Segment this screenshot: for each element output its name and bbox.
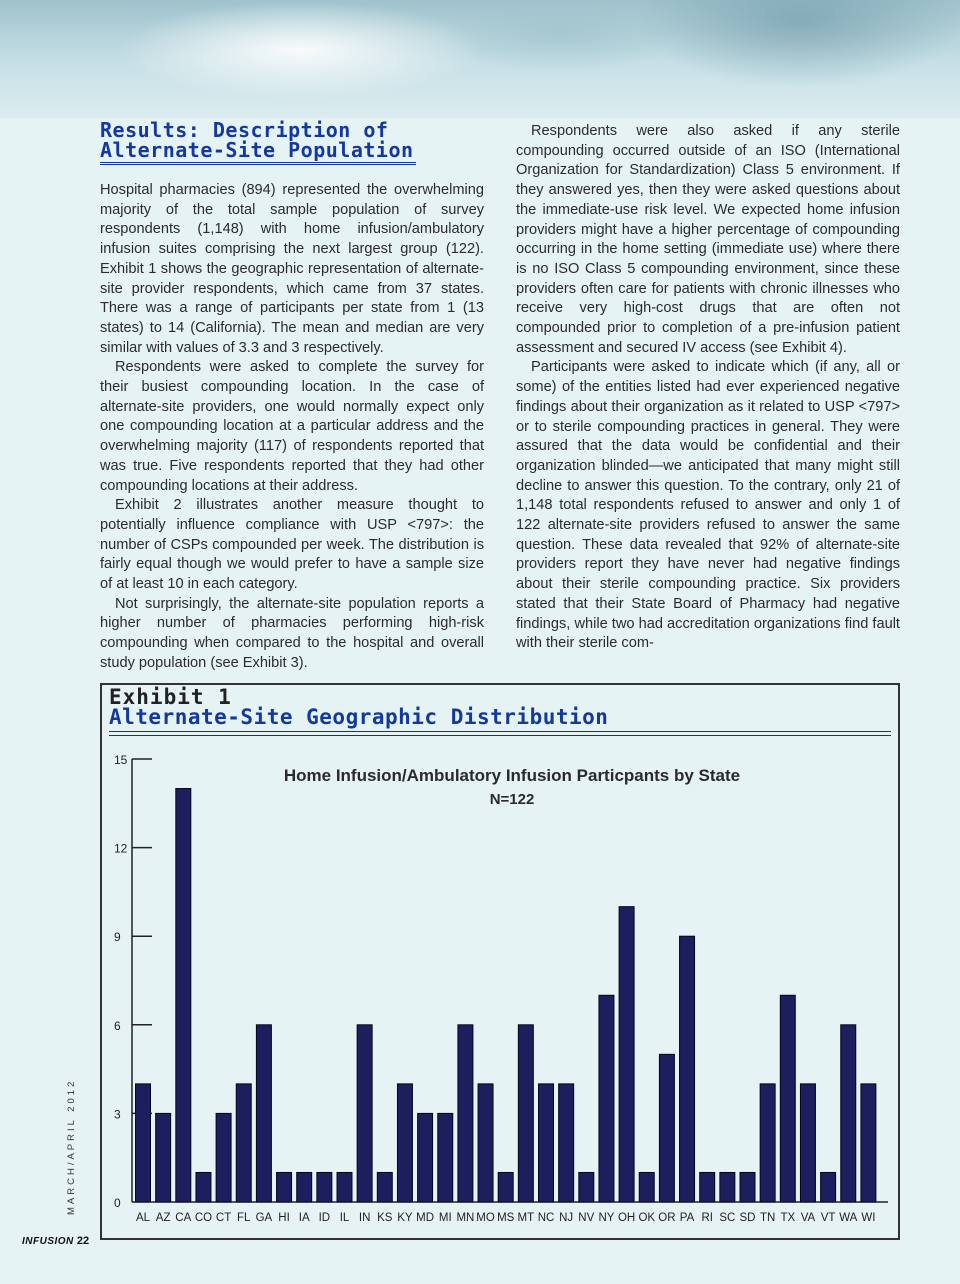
x-tick-label: SC [719, 1212, 736, 1224]
bar [337, 1172, 352, 1202]
x-tick-label: CA [175, 1212, 192, 1224]
page-number: 22 [76, 1235, 90, 1247]
left-paragraph: Respondents were asked to complete the survey for their busiest compounding location. In the case of alternate-site providers, one would normally expect only one compounding location at a particular address and the overwhelming majority (117) of respondents reported that was true. Five respondents reported that they had other compounding locations at their address. [100, 359, 484, 494]
bar [156, 1113, 171, 1202]
bar [619, 907, 634, 1202]
x-tick-label: OR [658, 1212, 676, 1224]
x-tick-label: FL [237, 1212, 251, 1224]
bar [599, 995, 614, 1202]
issue-date: MARCH/APRIL 2012 [66, 1078, 77, 1215]
bar [458, 1025, 473, 1202]
bar [317, 1172, 332, 1202]
bar [740, 1172, 755, 1202]
y-tick-label: 12 [114, 841, 128, 856]
x-tick-label: WA [839, 1212, 858, 1224]
bar [539, 1084, 554, 1202]
bar [357, 1025, 372, 1202]
x-tick-label: TX [780, 1212, 796, 1224]
bar [659, 1054, 674, 1202]
x-tick-label: TN [759, 1212, 776, 1224]
y-tick-label: 0 [114, 1196, 121, 1210]
left-paragraph: Not surprisingly, the alternate-site population reports a higher number of pharmacies performing high-risk compounding when compared to the hospital and overall study population (see Exhibit 3). [100, 595, 484, 671]
bar [841, 1025, 856, 1202]
bar [821, 1172, 836, 1202]
x-tick-label: CT [215, 1212, 232, 1224]
x-tick-label: SD [739, 1212, 756, 1224]
chart-subtitle: N=122 [489, 791, 535, 808]
bar-chart [102, 685, 898, 1238]
header-banner-image [0, 0, 960, 118]
exhibit-label: Exhibit 1 [109, 685, 232, 709]
page-footer [22, 1235, 89, 1247]
x-tick-label: NJ [559, 1212, 574, 1224]
x-tick-label: OH [617, 1212, 636, 1224]
x-tick-label: NV [578, 1212, 595, 1224]
magazine-logo: INFUSION [22, 1236, 74, 1247]
y-tick-label: 9 [114, 930, 121, 945]
y-tick-label: 6 [114, 1018, 121, 1033]
bar [720, 1172, 735, 1202]
x-tick-label: MO [476, 1212, 495, 1224]
bar [196, 1172, 211, 1202]
section-heading-line-2: Alternate-Site Population [100, 138, 414, 162]
x-tick-label: OK [638, 1212, 656, 1224]
x-tick-label: MN [456, 1212, 475, 1224]
bar [518, 1025, 533, 1202]
right-paragraph: Respondents were also asked if any sterile compounding occurred outside of an ISO (International Organization for Standardization) Class 5 environment. If they answered yes, then they were asked questions about the immediate-use risk level. We expected home infusion providers might have a higher percentage of compounding occurring in the home setting (immediate use) where there is no ISO Class 5 compounding environment, since these providers often care for patients with chronic illnesses who receive very high-cost drugs that are often not compounded prior to completion of a pre-infusion patient assessment and secured IV access (see Exhibit 4). [516, 123, 900, 356]
bar [277, 1172, 292, 1202]
x-tick-label: MD [416, 1212, 435, 1224]
bar [176, 789, 191, 1202]
section-heading [100, 120, 416, 165]
left-paragraph: Exhibit 2 illustrates another measure thought to potentially influence compliance with USP <797>: the number of CSPs compounded per week. The distribution is fairly equal though we would prefer to have a sample size of at least 10 in each category. [100, 497, 484, 593]
x-tick-label: WI [861, 1212, 876, 1224]
x-tick-label: MS [497, 1212, 515, 1224]
bar [216, 1113, 231, 1202]
section-heading-line-1: Results: Description of [100, 118, 389, 142]
bar [800, 1084, 815, 1202]
x-tick-label: ID [318, 1212, 331, 1224]
bar [377, 1172, 392, 1202]
chart-title: Home Infusion/Ambulatory Infusion Particpants by State [283, 766, 741, 785]
x-tick-label: NY [598, 1212, 615, 1224]
bar [256, 1025, 271, 1202]
bar [498, 1172, 513, 1202]
bar [136, 1084, 151, 1202]
right-paragraph: Participants were asked to indicate which (if any, all or some) of the entities listed had ever experienced negative findings about their organization as it related to USP <797> or to sterile compounding practices in general. They were assured that the data would be confidential and their organization blinded—we anticipated that many might still decline to answer this question. To the contrary, only 21 of 1,148 total respondents refused to answer and only 1 of 122 alternate-site providers refused to answer the same question. These data revealed that 92% of alternate-site providers report they have never had negative findings about their sterile compounding practice. Six providers stated that their State Board of Pharmacy had negative findings, while two had accreditation organizations find fault with their sterile com- [516, 359, 900, 652]
bar [418, 1113, 433, 1202]
exhibit-box [100, 683, 900, 1240]
bar [579, 1172, 594, 1202]
x-tick-label: GA [255, 1212, 273, 1224]
bar [861, 1084, 876, 1202]
left-paragraph: Hospital pharmacies (894) represented the overwhelming majority of the total sample population of survey respondents (1,148) with home infusion/ambulatory infusion suites comprising the next largest group (122). Exhibit 1 shows the geographic representation of alternate-site provider respondents, which came from 37 states. There was a range of participants per state from 1 (13 states) to 14 (California). The mean and median are very similar with values of 3.3 and 3 respectively. [100, 182, 484, 356]
x-tick-label: IL [339, 1212, 350, 1224]
x-tick-label: HI [278, 1212, 290, 1224]
x-tick-label: IA [298, 1212, 310, 1224]
x-tick-label: VT [820, 1212, 836, 1224]
bar [297, 1172, 312, 1202]
bar [236, 1084, 251, 1202]
y-tick-label: 3 [114, 1107, 121, 1122]
bar [559, 1084, 574, 1202]
x-tick-label: CO [194, 1212, 213, 1224]
bar [760, 1084, 775, 1202]
x-tick-label: AZ [155, 1212, 171, 1224]
x-tick-label: MI [438, 1212, 452, 1224]
bar [397, 1084, 412, 1202]
x-tick-label: RI [701, 1212, 713, 1224]
x-tick-label: NC [537, 1212, 555, 1224]
x-tick-label: IN [358, 1212, 371, 1224]
x-tick-label: PA [679, 1212, 695, 1224]
right-column [516, 122, 900, 654]
bar [478, 1084, 493, 1202]
x-tick-label: KS [377, 1212, 393, 1224]
bar [700, 1172, 715, 1202]
x-tick-label: MT [517, 1212, 535, 1224]
exhibit-title: Alternate-Site Geographic Distribution [109, 705, 609, 729]
bar [639, 1172, 654, 1202]
bar [438, 1113, 453, 1202]
bar [680, 936, 695, 1202]
x-tick-label: AL [135, 1212, 151, 1224]
bar [780, 995, 795, 1202]
left-column [100, 181, 484, 674]
y-tick-label: 15 [114, 753, 128, 767]
x-tick-label: VA [800, 1212, 816, 1224]
x-tick-label: KY [397, 1212, 413, 1224]
